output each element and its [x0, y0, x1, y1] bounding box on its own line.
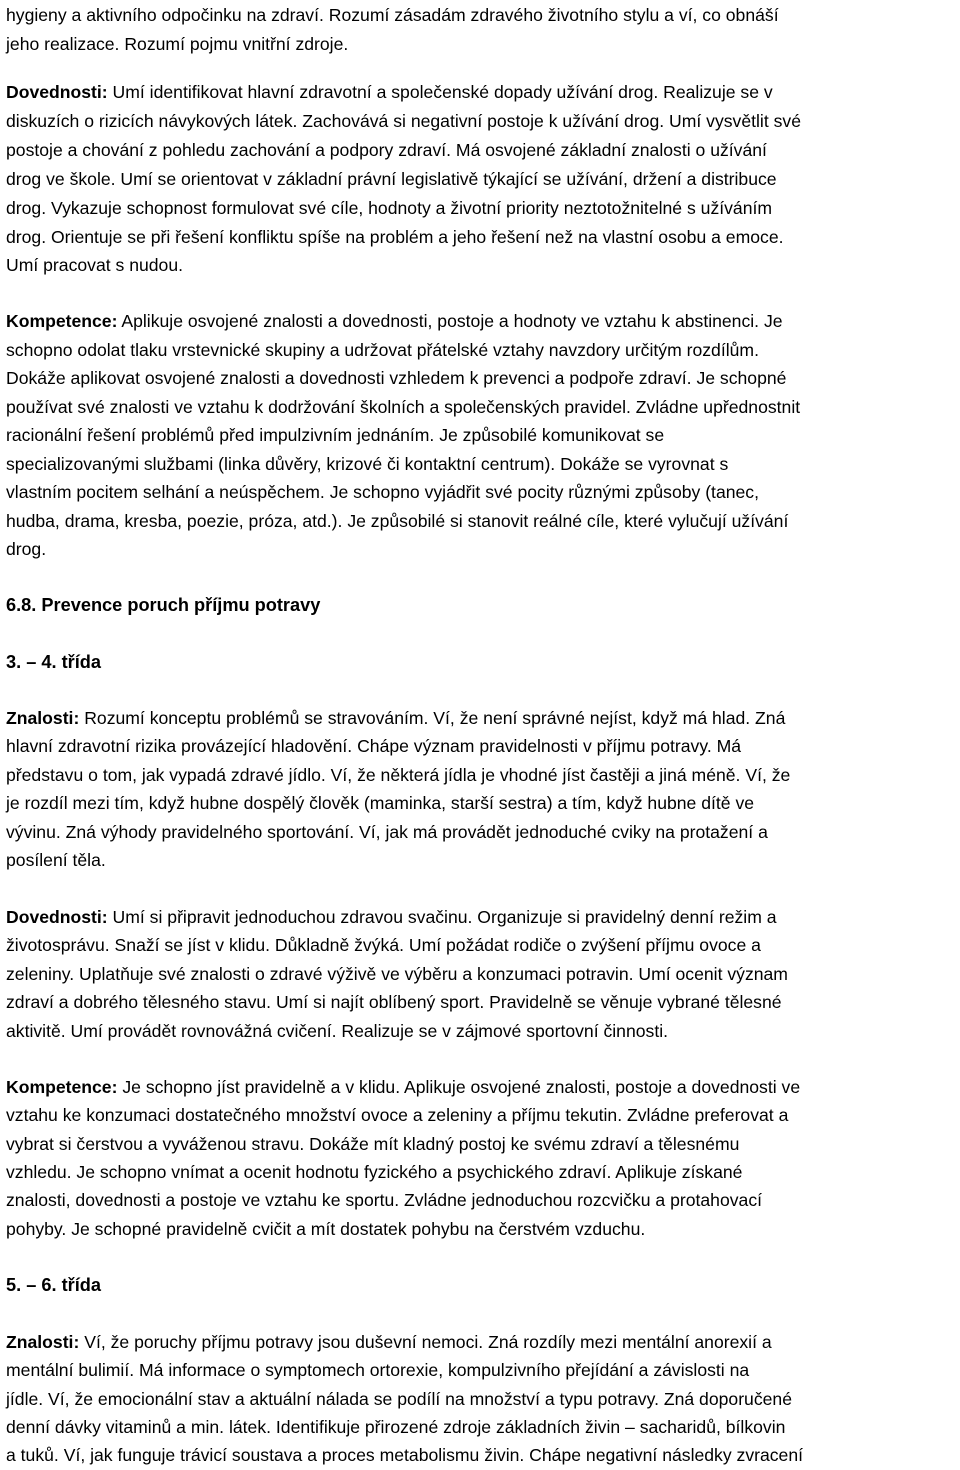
text-line: postoje a chování z pohledu zachování a podpory zdraví. Má osvojené základní znalosti o užívání: [6, 140, 767, 160]
text-line: vzhledu. Je schopno vnímat a ocenit hodnotu fyzického a psychického zdraví. Aplikuje získané: [6, 1162, 743, 1182]
text-line: jídle. Ví, že emocionální stav a aktuální nálada se podílí na množství a typu potravy. Zná doporučené: [6, 1389, 792, 1409]
text-line: představu o tom, jak vypadá zdravé jídlo. Ví, že některá jídla je vhodné jíst častěji a jiná méně. Ví, že: [6, 765, 791, 785]
text-line: vztahu ke konzumaci dostatečného množství ovoce a zeleniny a příjmu tekutin. Zvládne preferovat a: [6, 1105, 789, 1125]
text-line: Dokáže aplikovat osvojené znalosti a dovednosti vzhledem k prevenci a podpoře zdraví. Je schopné: [6, 368, 787, 388]
text-line: posílení těla.: [6, 850, 106, 870]
text-line: denní dávky vitaminů a min. látek. Identifikuje přirozené zdroje základních živin – sacharidů, bílkovin: [6, 1417, 786, 1437]
text-line: a tuků. Ví, jak funguje trávicí soustava a proces metabolismu živin. Chápe negativní následky zvracení: [6, 1445, 804, 1465]
text-line: drog. Orientuje se při řešení konfliktu spíše na problém a jeho řešení než na vlastní osobu a emoce.: [6, 227, 784, 247]
text-line: Aplikuje osvojené znalosti a dovednosti, postoje a hodnoty ve vztahu k abstinenci. Je: [121, 311, 783, 331]
text-line: mentální bulimií. Má informace o symptomech ortorexie, kompulzivního přejídání a závislosti na: [6, 1360, 750, 1380]
paragraph-znalosti: [6, 708, 785, 728]
paragraph-znalosti: [6, 1332, 772, 1352]
paragraph-kompetence: [6, 311, 783, 331]
text-line: diskuzích o rizicích návykových látek. Zachovává si negativní postoje k užívání drog. Umí vysvětlit své: [6, 111, 801, 131]
text-line: je rozdíl mezi tím, když hubne dospělý člověk (maminka, starší sestra) a tím, když hubne dítě ve: [6, 793, 755, 813]
text-line: drog. Vykazuje schopnost formulovat své cíle, hodnoty a životní priority neztotožnitelné s užíváním: [6, 198, 773, 218]
label-dovednosti: Dovednosti:: [6, 82, 108, 102]
text-line: Ví, že poruchy příjmu potravy jsou duševní nemoci. Zná rozdíly mezi mentální anorexií a: [84, 1332, 772, 1352]
text-line: zeleniny. Uplatňuje své znalosti o zdravé výživě ve výběru a konzumaci potravin. Umí ocenit význam: [6, 964, 788, 984]
text-line: Umí si připravit jednoduchou zdravou svačinu. Organizuje si pravidelný denní režim a: [112, 907, 777, 927]
text-line: hudba, drama, kresba, poezie, próza, atd.). Je způsobilé si stanovit reálné cíle, které vylučují užívání: [6, 511, 789, 531]
text-line: hlavní zdravotní rizika provázející hladovění. Chápe význam pravidelnosti v příjmu potravy. Má: [6, 736, 742, 756]
text-line: hygieny a aktivního odpočinku na zdraví. Rozumí zásadám zdravého životního stylu a ví, co obnáší: [6, 5, 779, 25]
section-heading: 6.8. Prevence poruch příjmu potravy: [6, 595, 321, 615]
text-line: vybrat si čerstvou a vyváženou stravu. Dokáže mít kladný postoj ke svému zdraví a tělesnému: [6, 1134, 740, 1154]
grade-heading: 5. – 6. třída: [6, 1275, 102, 1295]
text-line: schopno odolat tlaku vrstevnické skupiny a udržovat přátelské vztahy navzdory určitým rozdílům.: [6, 340, 759, 360]
grade-heading: 3. – 4. třída: [6, 652, 102, 672]
text-line: pohyby. Je schopné pravidelně cvičit a mít dostatek pohybu na čerstvém vzduchu.: [6, 1219, 646, 1239]
label-znalosti: Znalosti:: [6, 708, 80, 728]
text-line: specializovanými službami (linka důvěry, krizové či kontaktní centrum). Dokáže se vyrovnat s: [6, 454, 729, 474]
text-line: drog ve škole. Umí se orientovat v základní právní legislativě týkající se užívání, držení a distribuce: [6, 169, 777, 189]
text-line: Umí identifikovat hlavní zdravotní a společenské dopady užívání drog. Realizuje se v: [112, 82, 773, 102]
text-line: Je schopno jíst pravidelně a v klidu. Aplikuje osvojené znalosti, postoje a dovednosti ve: [122, 1077, 801, 1097]
label-znalosti: Znalosti:: [6, 1332, 80, 1352]
text-line: Umí pracovat s nudou.: [6, 255, 184, 275]
label-kompetence: Kompetence:: [6, 311, 118, 331]
paragraph-kompetence: [6, 1077, 800, 1097]
text-line: vlastním pocitem selhání a neúspěchem. Je schopno vyjádřit své pocity různými způsoby (tanec,: [6, 482, 759, 502]
text-line: aktivitě. Umí provádět rovnovážná cvičení. Realizuje se v zájmové sportovní činnosti.: [6, 1021, 669, 1041]
text-line: Rozumí konceptu problémů se stravováním. Ví, že není správné nejíst, když má hlad. Zná: [84, 708, 786, 728]
text-line: životosprávu. Snaží se jíst v klidu. Důkladně žvýká. Umí požádat rodiče o zvýšení příjmu ovoce a: [6, 935, 761, 955]
text-line: jeho realizace. Rozumí pojmu vnitřní zdroje.: [6, 34, 349, 54]
text-line: zdraví a dobrého tělesného stavu. Umí si najít oblíbený sport. Pravidelně se věnuje vybrané tělesné: [6, 992, 782, 1012]
text-line: používat své znalosti ve vztahu k dodržování školních a společenských pravidel. Zvládne upřednostnit: [6, 397, 801, 417]
paragraph-dovednosti: [6, 82, 773, 102]
text-line: znalosti, dovednosti a postoje ve vztahu ke sportu. Zvládne jednoduchou rozcvičku a protahovací: [6, 1190, 763, 1210]
label-kompetence: Kompetence:: [6, 1077, 118, 1097]
text-line: drog.: [6, 539, 47, 559]
text-line: racionální řešení problémů před impulzivním jednáním. Je způsobilé komunikovat se: [6, 425, 665, 445]
label-dovednosti: Dovednosti:: [6, 907, 108, 927]
text-line: vývinu. Zná výhody pravidelného sportování. Ví, jak má provádět jednoduché cviky na protažení a: [6, 822, 768, 842]
paragraph-dovednosti: [6, 907, 777, 927]
